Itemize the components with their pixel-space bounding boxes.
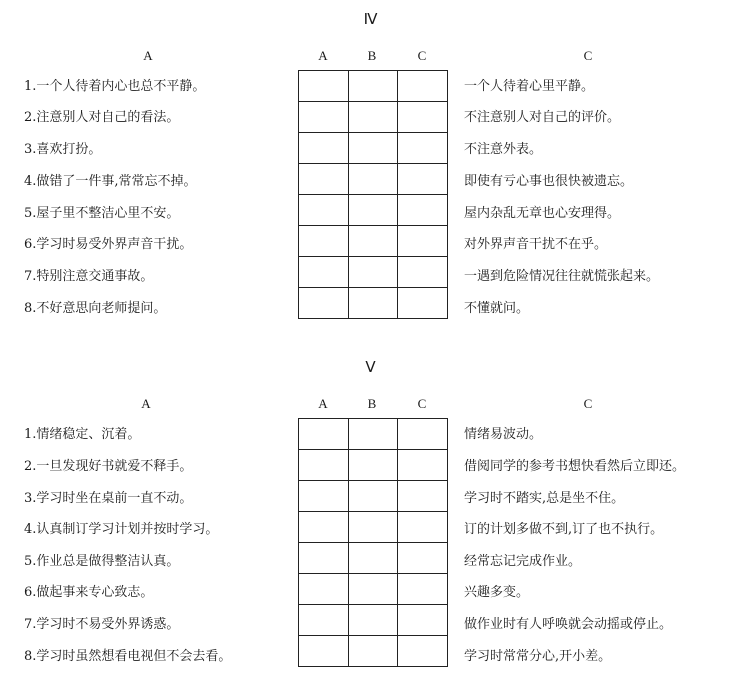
answer-cell-b[interactable] <box>348 481 398 512</box>
statement-a-2: 2.一旦发现好书就爱不释手。 <box>24 459 193 474</box>
statement-c-2: 借阅同学的参考书想快看然后立即还。 <box>464 459 686 474</box>
answer-cell-a[interactable] <box>299 164 349 195</box>
answer-cell-c[interactable] <box>398 574 448 605</box>
answer-cell-a[interactable] <box>299 419 349 450</box>
answer-cell-c[interactable] <box>398 512 448 543</box>
statement-c-3: 学习时不踏实,总是坐不住。 <box>464 491 625 506</box>
answer-cell-a[interactable] <box>299 450 349 481</box>
statement-a-1: 1.情绪稳定、沉着。 <box>24 427 141 442</box>
statement-a-3: 3.喜欢打扮。 <box>24 142 102 157</box>
statement-c-5: 屋内杂乱无章也心安理得。 <box>464 206 621 221</box>
grid-row <box>299 71 448 102</box>
grid-row <box>299 164 448 195</box>
statement-c-5: 经常忘记完成作业。 <box>464 554 582 569</box>
answer-cell-c[interactable] <box>398 419 448 450</box>
column-header-right: C <box>583 48 593 63</box>
answer-cell-c[interactable] <box>398 71 448 102</box>
statement-a-5: 5.屋子里不整洁心里不安。 <box>24 206 180 221</box>
grid-row <box>299 543 448 574</box>
grid-row <box>299 512 448 543</box>
grid-row <box>299 636 448 667</box>
statement-a-3: 3.学习时坐在桌前一直不动。 <box>24 491 193 506</box>
grid-row <box>299 226 448 257</box>
statement-a-6: 6.学习时易受外界声音干扰。 <box>24 237 193 252</box>
statement-a-4: 4.认真制订学习计划并按时学习。 <box>24 522 219 537</box>
column-header-b: B <box>367 396 377 411</box>
column-header-b: B <box>367 48 377 63</box>
statement-c-8: 不懂就问。 <box>464 301 530 316</box>
answer-cell-b[interactable] <box>348 133 398 164</box>
section-title: Ⅴ <box>365 360 377 376</box>
column-header-left: A <box>143 48 153 63</box>
statement-c-3: 不注意外表。 <box>464 142 543 157</box>
section-title: Ⅳ <box>363 12 379 28</box>
statement-a-5: 5.作业总是做得整洁认真。 <box>24 554 180 569</box>
answer-cell-c[interactable] <box>398 543 448 574</box>
statement-a-4: 4.做错了一件事,常常忘不掉。 <box>24 174 197 189</box>
answer-cell-b[interactable] <box>348 574 398 605</box>
statement-a-7: 7.学习时不易受外界诱惑。 <box>24 617 180 632</box>
answer-cell-b[interactable] <box>348 195 398 226</box>
statement-c-4: 订的计划多做不到,订了也不执行。 <box>464 522 664 537</box>
column-header-c: C <box>417 48 427 63</box>
answer-cell-c[interactable] <box>398 102 448 133</box>
statement-c-7: 一遇到危险情况往往就慌张起来。 <box>464 269 660 284</box>
answer-cell-c[interactable] <box>398 288 448 319</box>
grid-row <box>299 195 448 226</box>
statement-a-1: 1.一个人待着内心也总不平静。 <box>24 79 206 94</box>
answer-cell-b[interactable] <box>348 102 398 133</box>
answer-cell-a[interactable] <box>299 133 349 164</box>
answer-cell-a[interactable] <box>299 605 349 636</box>
answer-cell-c[interactable] <box>398 226 448 257</box>
answer-cell-b[interactable] <box>348 257 398 288</box>
answer-cell-c[interactable] <box>398 450 448 481</box>
answer-cell-c[interactable] <box>398 257 448 288</box>
answer-cell-b[interactable] <box>348 71 398 102</box>
answer-cell-a[interactable] <box>299 257 349 288</box>
statement-c-4: 即使有亏心事也很快被遗忘。 <box>464 174 634 189</box>
answer-cell-b[interactable] <box>348 636 398 667</box>
statement-c-1: 一个人待着心里平静。 <box>464 79 595 94</box>
grid-row <box>299 481 448 512</box>
column-header-c: C <box>417 396 427 411</box>
grid-row <box>299 257 448 288</box>
answer-cell-b[interactable] <box>348 419 398 450</box>
answer-cell-b[interactable] <box>348 450 398 481</box>
statement-c-1: 情绪易波动。 <box>464 427 543 442</box>
statement-c-6: 兴趣多变。 <box>464 585 530 600</box>
answer-cell-c[interactable] <box>398 636 448 667</box>
answer-cell-b[interactable] <box>348 512 398 543</box>
answer-cell-b[interactable] <box>348 543 398 574</box>
answer-cell-c[interactable] <box>398 133 448 164</box>
column-header-a: A <box>318 396 328 411</box>
statement-a-2: 2.注意别人对自己的看法。 <box>24 110 180 125</box>
grid-row <box>299 102 448 133</box>
statement-c-6: 对外界声音干扰不在乎。 <box>464 237 608 252</box>
column-header-right: C <box>583 396 593 411</box>
answer-cell-a[interactable] <box>299 102 349 133</box>
answer-cell-a[interactable] <box>299 288 349 319</box>
column-header-a: A <box>318 48 328 63</box>
answer-cell-a[interactable] <box>299 636 349 667</box>
statement-a-7: 7.特别注意交通事故。 <box>24 269 154 284</box>
answer-cell-b[interactable] <box>348 164 398 195</box>
grid-row <box>299 133 448 164</box>
statement-a-8: 8.不好意思向老师提问。 <box>24 301 167 316</box>
answer-cell-b[interactable] <box>348 226 398 257</box>
grid-row <box>299 419 448 450</box>
statement-c-2: 不注意别人对自己的评价。 <box>464 110 621 125</box>
answer-cell-a[interactable] <box>299 574 349 605</box>
statement-a-8: 8.学习时虽然想看电视但不会去看。 <box>24 649 232 664</box>
answer-cell-c[interactable] <box>398 605 448 636</box>
statement-c-8: 学习时常常分心,开小差。 <box>464 649 612 664</box>
answer-cell-a[interactable] <box>299 226 349 257</box>
grid-row <box>299 450 448 481</box>
answer-cell-b[interactable] <box>348 605 398 636</box>
answer-cell-c[interactable] <box>398 481 448 512</box>
grid-row <box>299 288 448 319</box>
answer-cell-a[interactable] <box>299 71 349 102</box>
answer-cell-a[interactable] <box>299 195 349 226</box>
statement-a-6: 6.做起事来专心致志。 <box>24 585 154 600</box>
grid-row <box>299 605 448 636</box>
answer-cell-a[interactable] <box>299 512 349 543</box>
column-header-left: A <box>141 396 151 411</box>
answer-cell-a[interactable] <box>299 481 349 512</box>
answer-cell-c[interactable] <box>398 195 448 226</box>
grid-row <box>299 574 448 605</box>
answer-cell-b[interactable] <box>348 288 398 319</box>
answer-cell-a[interactable] <box>299 543 349 574</box>
answer-grid <box>298 70 448 319</box>
answer-grid <box>298 418 448 667</box>
statement-c-7: 做作业时有人呼唤就会动摇或停止。 <box>464 617 673 632</box>
answer-cell-c[interactable] <box>398 164 448 195</box>
